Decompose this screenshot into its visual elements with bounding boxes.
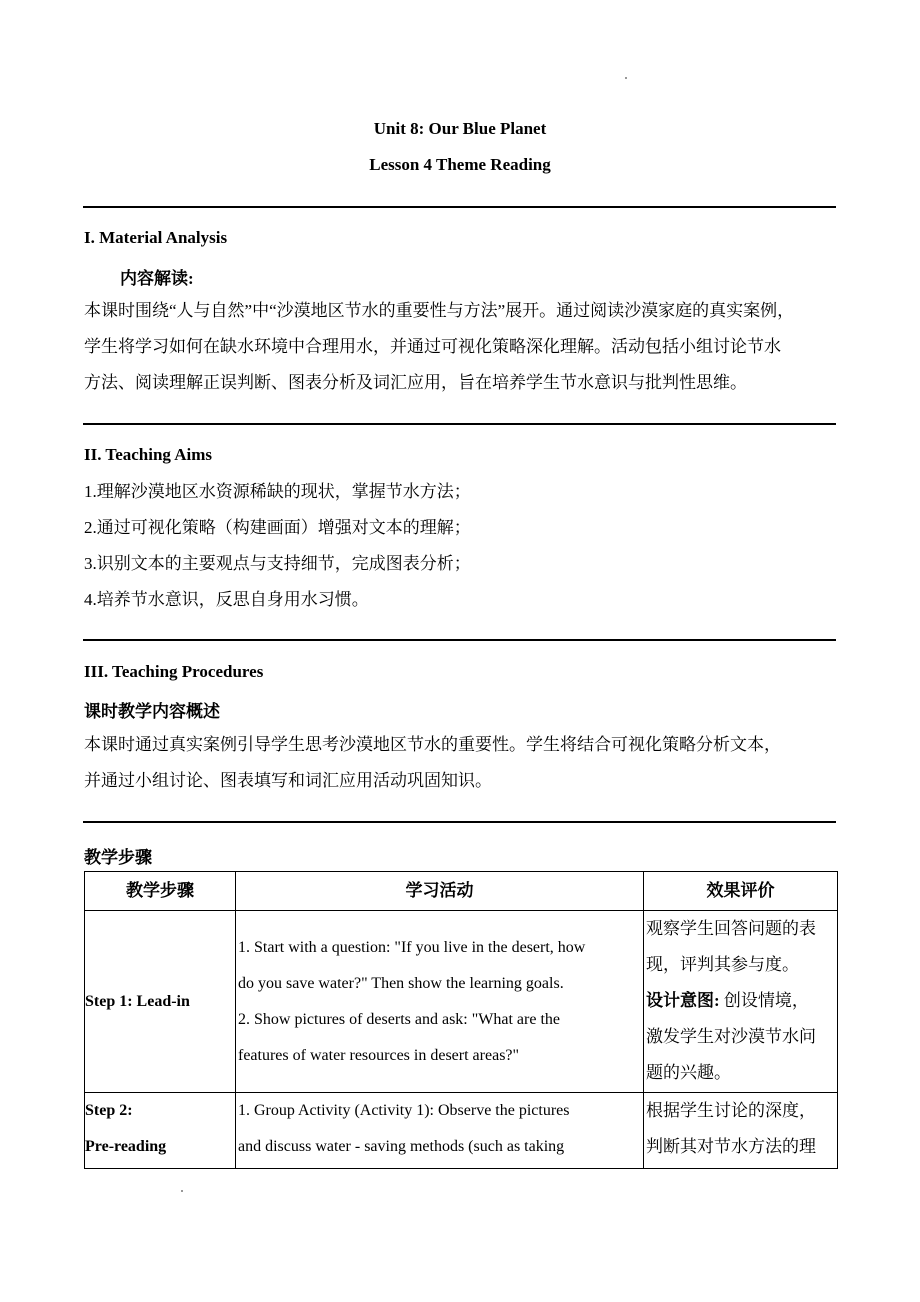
paragraph-line: 本课时围绕“人与自然”中“沙漠地区节水的重要性与方法”展开。通过阅读沙漠家庭的真实案例， xyxy=(84,301,795,320)
table-row xyxy=(85,911,838,1093)
section-heading-aims: II. Teaching Aims xyxy=(84,445,213,464)
header-activity: 学习活动 xyxy=(236,872,644,911)
design-intent-line: 题的兴趣。 xyxy=(646,1063,731,1082)
divider xyxy=(83,206,836,208)
aim-item: 4.培养节水意识，反思自身用水习惯。 xyxy=(84,590,369,609)
divider xyxy=(83,639,836,641)
activity-line: 1. Start with a question: "If you live in the desert, how xyxy=(238,938,586,956)
aim-item: 2.通过可视化策略（构建画面）增强对文本的理解； xyxy=(84,518,471,537)
aim-item: 3.识别文本的主要观点与支持细节，完成图表分析； xyxy=(84,554,471,573)
evaluation-line: 现，评判其参与度。 xyxy=(646,955,799,974)
unit-title: Unit 8: Our Blue Planet xyxy=(373,119,547,138)
step-cell: Step 1: Lead-in xyxy=(85,911,236,1093)
activity-line: and discuss water - saving methods (such as taking xyxy=(238,1138,565,1155)
scan-speck xyxy=(625,77,627,79)
paragraph-line: 学生将学习如何在缺水环境中合理用水，并通过可视化策略深化理解。活动包括小组讨论节水 xyxy=(84,337,781,356)
step-line: Step 2: xyxy=(85,1102,133,1119)
section-heading-material: I. Material Analysis xyxy=(84,228,228,247)
evaluation-line: 观察学生回答问题的表 xyxy=(646,919,816,938)
teaching-steps-table xyxy=(84,871,838,1169)
paragraph-line: 并通过小组讨论、图表填写和词汇应用活动巩固知识。 xyxy=(84,771,492,790)
table-row xyxy=(85,1093,838,1169)
paragraph-line: 本课时通过真实案例引导学生思考沙漠地区节水的重要性。学生将结合可视化策略分析文本， xyxy=(84,735,781,754)
paragraph-line: 方法、阅读理解正误判断、图表分析及词汇应用，旨在培养学生节水意识与批判性思维。 xyxy=(84,373,747,392)
lesson-title: Lesson 4 Theme Reading xyxy=(369,155,551,174)
activity-line: features of water resources in desert areas?" xyxy=(238,1046,520,1064)
activity-line: do you save water?" Then show the learning goals. xyxy=(238,974,564,992)
overview-paragraph xyxy=(84,727,844,799)
header-evaluation: 效果评价 xyxy=(644,872,838,911)
step-line: Pre-reading xyxy=(85,1138,167,1155)
design-intent-text: 创设情境， xyxy=(719,991,809,1010)
design-intent-line xyxy=(646,983,835,1019)
evaluation-cell xyxy=(644,1093,838,1169)
activity-line: 2. Show pictures of deserts and ask: "What are the xyxy=(238,1010,560,1028)
section-subheading-overview: 课时教学内容概述 xyxy=(84,702,220,721)
design-intent-line: 激发学生对沙漠节水问 xyxy=(646,1027,816,1046)
activity-line: 1. Group Activity (Activity 1): Observe the pictures xyxy=(238,1102,570,1119)
header-step: 教学步骤 xyxy=(85,872,236,911)
aims-list xyxy=(84,474,844,618)
table-caption: 教学步骤 xyxy=(84,848,152,867)
evaluation-cell xyxy=(644,911,838,1093)
evaluation-line: 根据学生讨论的深度， xyxy=(646,1101,816,1120)
divider xyxy=(83,423,836,425)
activity-cell xyxy=(236,911,644,1093)
material-paragraph xyxy=(84,293,844,401)
aim-item: 1.理解沙漠地区水资源稀缺的现状，掌握节水方法； xyxy=(84,482,471,501)
table-header-row xyxy=(85,872,838,911)
design-intent-label: 设计意图: xyxy=(646,991,720,1010)
scan-speck xyxy=(181,1190,183,1192)
evaluation-line: 判断其对节水方法的理 xyxy=(646,1137,816,1156)
section-heading-procedures: III. Teaching Procedures xyxy=(84,662,264,681)
step-cell xyxy=(85,1093,236,1169)
activity-cell xyxy=(236,1093,644,1169)
section-subheading-content: 内容解读: xyxy=(120,269,194,288)
divider xyxy=(83,821,836,823)
